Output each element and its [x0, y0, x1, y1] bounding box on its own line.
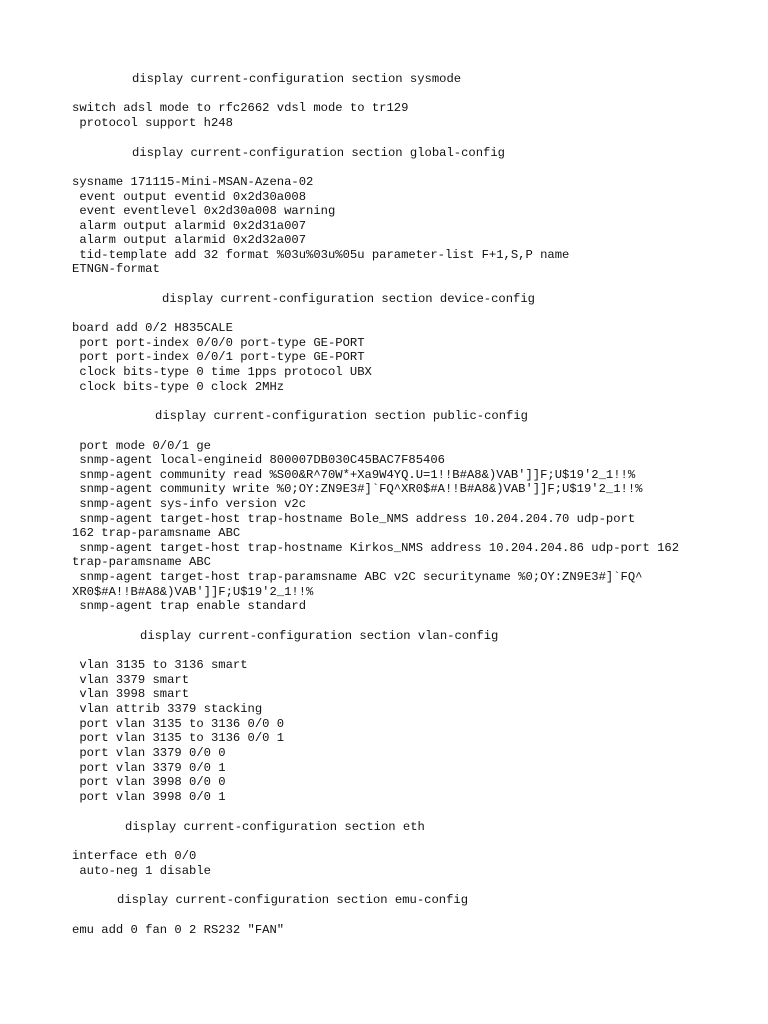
config-line: vlan 3379 smart [72, 673, 190, 687]
section-heading-device-config: display current-configuration section device-config [162, 292, 535, 306]
section-heading-vlan-config: display current-configuration section vlan-config [140, 629, 499, 643]
config-line: clock bits-type 0 clock 2MHz [72, 380, 285, 394]
section-heading-sysmode: display current-configuration section sysmode [132, 72, 462, 86]
config-line: port vlan 3998 0/0 1 [72, 790, 226, 804]
config-line: snmp-agent community read %S00&R^70W*+Xa9W4YQ.U=1!!B#A8&)VAB']]F;U$19'2_1!!% [72, 468, 636, 482]
config-line: switch adsl mode to rfc2662 vdsl mode to tr129 [72, 101, 409, 115]
config-line: 162 trap-paramsname ABC [72, 526, 241, 540]
config-line: emu add 0 fan 0 2 RS232 "FAN" [72, 923, 285, 937]
config-line: ETNGN-format [72, 262, 160, 276]
config-line: vlan 3135 to 3136 smart [72, 658, 248, 672]
config-line: snmp-agent target-host trap-hostname Kirkos_NMS address 10.204.204.86 udp-port 162 [72, 541, 680, 555]
config-line: auto-neg 1 disable [72, 864, 211, 878]
section-heading-public-config: display current-configuration section public-config [155, 409, 528, 423]
config-line: port vlan 3135 to 3136 0/0 1 [72, 731, 285, 745]
config-line: port vlan 3135 to 3136 0/0 0 [72, 717, 285, 731]
config-line: port vlan 3998 0/0 0 [72, 775, 226, 789]
config-line: snmp-agent target-host trap-paramsname ABC v2C securityname %0;OY:ZN9E3#]`FQ^ [72, 570, 643, 584]
config-line: snmp-agent local-engineid 800007DB030C45BAC7F85406 [72, 453, 445, 467]
config-line: event output eventid 0x2d30a008 [72, 190, 307, 204]
config-line: board add 0/2 H835CALE [72, 321, 233, 335]
config-line: port port-index 0/0/0 port-type GE-PORT [72, 336, 365, 350]
config-line: port mode 0/0/1 ge [72, 439, 211, 453]
config-line: port vlan 3379 0/0 0 [72, 746, 226, 760]
section-heading-eth: display current-configuration section eth [125, 820, 425, 834]
config-line: snmp-agent trap enable standard [72, 599, 307, 613]
config-line: event eventlevel 0x2d30a008 warning [72, 204, 336, 218]
config-line: interface eth 0/0 [72, 849, 197, 863]
config-line: vlan 3998 smart [72, 687, 190, 701]
config-line: XR0$#A!!B#A8&)VAB']]F;U$19'2_1!!% [72, 585, 314, 599]
section-heading-global-config: display current-configuration section global-config [132, 146, 505, 160]
config-line: port vlan 3379 0/0 1 [72, 761, 226, 775]
config-line: trap-paramsname ABC [72, 555, 211, 569]
config-line: vlan attrib 3379 stacking [72, 702, 263, 716]
config-line: snmp-agent sys-info version v2c [72, 497, 307, 511]
config-line: alarm output alarmid 0x2d32a007 [72, 233, 307, 247]
config-line: protocol support h248 [72, 116, 233, 130]
config-line: snmp-agent target-host trap-hostname Bole_NMS address 10.204.204.70 udp-port [72, 512, 636, 526]
config-line: tid-template add 32 format %03u%03u%05u parameter-list F+1,S,P name [72, 248, 570, 262]
section-heading-emu-config: display current-configuration section emu-config [117, 893, 469, 907]
config-line: sysname 171115-Mini-MSAN-Azena-02 [72, 175, 314, 189]
config-line: snmp-agent community write %0;OY:ZN9E3#]`FQ^XR0$#A!!B#A8&)VAB']]F;U$19'2_1!!% [72, 482, 643, 496]
config-line: alarm output alarmid 0x2d31a007 [72, 219, 307, 233]
config-line: port port-index 0/0/1 port-type GE-PORT [72, 350, 365, 364]
config-line: clock bits-type 0 time 1pps protocol UBX [72, 365, 372, 379]
